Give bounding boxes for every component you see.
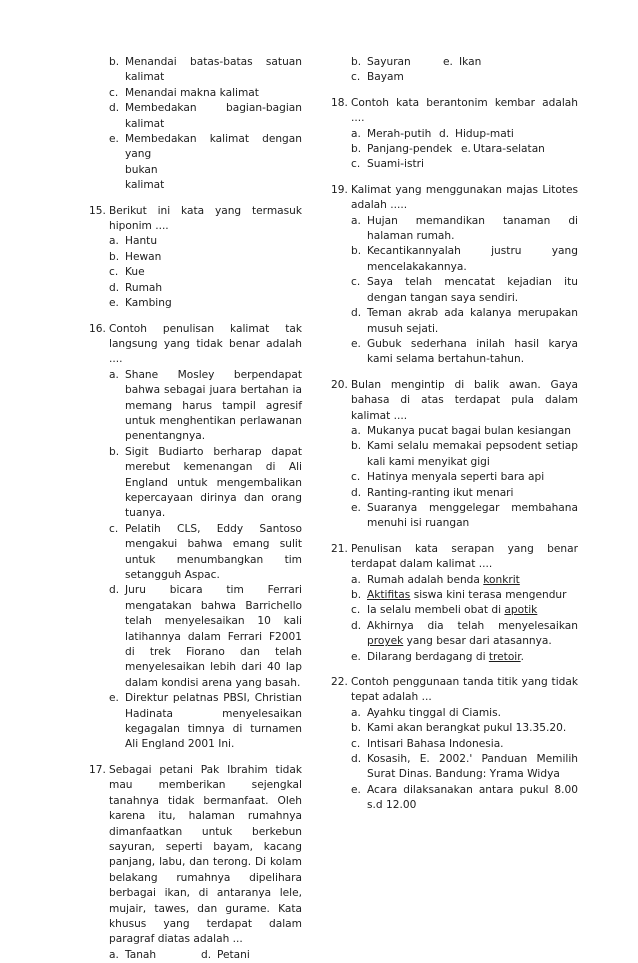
option-15c: c. Kue bbox=[109, 266, 145, 279]
option-20a: a. Mukanya pucat bagai bulan kesiangan bbox=[351, 424, 571, 437]
option-21c: c. Ia selalu membeli obat di apotik bbox=[351, 604, 538, 617]
option-21d: d. Akhirnya dia telah menyelesaikan proyek yang besar dari atasannya. bbox=[351, 619, 578, 648]
underlined-word-aktifitas: Aktifitas bbox=[367, 589, 411, 601]
option-14b: b. Menandai batas-batas satuan kalimat bbox=[109, 56, 302, 84]
option-15e: e. Kambing bbox=[109, 297, 172, 310]
question-20: 20. Bulan mengintip di balik awan. Gaya bahasa di atas terdapat pula dalam kalimat .... bbox=[331, 378, 578, 422]
options-18-ad bbox=[331, 127, 578, 142]
option-22b: b. Kami akan berangkat pukul 13.35.20. bbox=[351, 722, 567, 735]
option-15a: a. Hantu bbox=[109, 235, 158, 248]
option-19e: e. Gubuk sederhana inilah hasil karya kami selama bertahun-tahun. bbox=[351, 337, 578, 366]
option-17a: Tanah bbox=[125, 948, 157, 961]
option-21a: a. Rumah adalah benda konkrit bbox=[351, 573, 520, 586]
option-20d: d. Ranting-ranting ikut menari bbox=[351, 486, 514, 499]
question-15: 15. Berikut ini kata yang termasuk hiponim .... bbox=[89, 204, 302, 233]
option-20c: c. Hatinya menyala seperti bara api bbox=[351, 471, 545, 484]
option-14e: e. Membedakan kalimat dengan yang bbox=[109, 133, 302, 161]
question-17: 17. Sebagai petani Pak Ibrahim tidak mau memberikan sejengkal tanahnya tidak bermanfaat. Oleh karena itu, halaman rumahnya dimanfaatkan untuk berkebun sayuran, seperti bayam, kacang panjang, labu, dan terong. Di kolam belakang rumahnya dipelihara berbagai ikan, di antaranya lele, mujair, tawes, dan gurame. Kata khusus yang terdapat dalam paragraf diatas adalah ... bbox=[89, 763, 302, 946]
option-17d: Petani bbox=[217, 948, 250, 961]
option-18b-label: b. bbox=[351, 143, 362, 156]
option-17e-label: e. bbox=[443, 56, 453, 68]
question-19: 19. Kalimat yang menggunakan majas Litotes adalah ..... bbox=[331, 183, 578, 212]
option-14e-cont-2: kalimat bbox=[125, 179, 165, 192]
question-21: 21. Penulisan kata serapan yang benar terdapat dalam kalimat .... bbox=[331, 542, 578, 571]
option-14c: c. Menandai makna kalimat bbox=[109, 86, 259, 99]
option-17e: Ikan bbox=[459, 56, 482, 68]
option-18e-label: e. bbox=[461, 143, 471, 156]
option-16c: c. Pelatih CLS, Eddy Santoso mengakui bahwa emang sulit untuk menumbangkan tim setangguh Aspac. bbox=[109, 522, 302, 581]
option-18d-label: d. bbox=[439, 127, 450, 140]
underlined-word-tretoir: tretoir bbox=[488, 650, 521, 663]
option-18c: c. Suami-istri bbox=[351, 158, 424, 171]
option-18a: Merah-putih bbox=[367, 127, 432, 140]
option-19a: a. Hujan memandikan tanaman di halaman rumah. bbox=[351, 214, 578, 243]
option-17c: c. Bayam bbox=[351, 71, 404, 84]
question-18: 18. Contoh kata berantonim kembar adalah .... bbox=[331, 96, 578, 125]
right-column bbox=[331, 55, 578, 814]
option-15b: b. Hewan bbox=[109, 250, 162, 263]
underlined-word-proyek: proyek bbox=[367, 635, 404, 648]
question-22: 22. Contoh penggunaan tanda titik yang tidak tepat adalah ... bbox=[331, 676, 578, 704]
option-15d: d. Rumah bbox=[109, 281, 163, 294]
option-19d: d. Teman akrab ada kalanya merupakan musuh sejati. bbox=[351, 307, 578, 335]
options-17-ad bbox=[89, 948, 302, 963]
option-21b: b. Aktifitas siswa kini terasa mengendur bbox=[351, 589, 567, 601]
option-16d: d. Juru bicara tim Ferrari mengatakan bahwa Barrichello telah menyelesaikan 10 kali latihannya dalam Ferrari F2001 di trek Fiorano dan telah menyelesaikan lebih dari 40 lap dalam kondisi arena yang basah. bbox=[109, 584, 302, 689]
options-17-be bbox=[331, 55, 578, 70]
option-16b: b. Sigit Budiarto berharap dapat merebut kemenangan di Ali England untuk mengembalikan kepercayaan dirinya dan orang tuanya. bbox=[109, 445, 302, 520]
option-17d-label: d. bbox=[201, 948, 212, 961]
option-18a-label: a. bbox=[351, 127, 361, 140]
options-18-be bbox=[331, 142, 578, 157]
option-21e: e. Dilarang berdagang di tretoir. bbox=[351, 650, 525, 663]
option-17b: Sayuran bbox=[367, 56, 411, 68]
option-22d: d. Kosasih, E. 2002.' Panduan Memilih Surat Dinas. Bandung: Yrama Widya bbox=[351, 753, 578, 781]
option-14d: d. Membedakan bagian-bagian kalimat bbox=[109, 102, 302, 130]
underlined-word-apotik: apotik bbox=[504, 604, 538, 617]
option-16a: a. Shane Mosley berpendapat bahwa sebagai juara bertahan ia memang harus tampil agresif untuk menghentikan perlawanan penentangnya. bbox=[109, 368, 302, 443]
option-19b: b. Kecantikannyalah justru yang mencelakakannya. bbox=[351, 245, 578, 273]
option-16e: e. Direktur pelatnas PBSI, Christian Hadinata menyelesaikan kegagalan timnya di turnamen Ali England 2001 Ini. bbox=[109, 692, 302, 751]
option-22e: e. Acara dilaksanakan antara pukul 8.00 s.d 12.00 bbox=[351, 783, 578, 812]
option-20b: b. Kami selalu memakai pepsodent setiap kali kami menyikat gigi bbox=[351, 440, 578, 468]
option-14e-cont-1: bukan bbox=[125, 163, 158, 176]
option-18b: Panjang-pendek bbox=[367, 143, 453, 156]
option-17a-label: a. bbox=[109, 948, 119, 961]
option-19c: c. Saya telah mencatat kejadian itu dengan tangan saya sendiri. bbox=[351, 276, 578, 304]
underlined-word-konkrit: konkrit bbox=[483, 573, 520, 586]
option-18d: Hidup-mati bbox=[455, 127, 514, 140]
option-17b-label: b. bbox=[351, 56, 362, 68]
option-22a: a. Ayahku tinggal di Ciamis. bbox=[351, 706, 501, 719]
option-20e: e. Suaranya menggelegar membahana menuhi isi ruangan bbox=[351, 501, 578, 530]
option-18e: Utara-selatan bbox=[473, 143, 545, 156]
question-16: 16. Contoh penulisan kalimat tak langsung yang tidak benar adalah .... bbox=[89, 322, 302, 366]
option-22c: c. Intisari Bahasa Indonesia. bbox=[351, 737, 504, 750]
left-column bbox=[89, 55, 302, 963]
